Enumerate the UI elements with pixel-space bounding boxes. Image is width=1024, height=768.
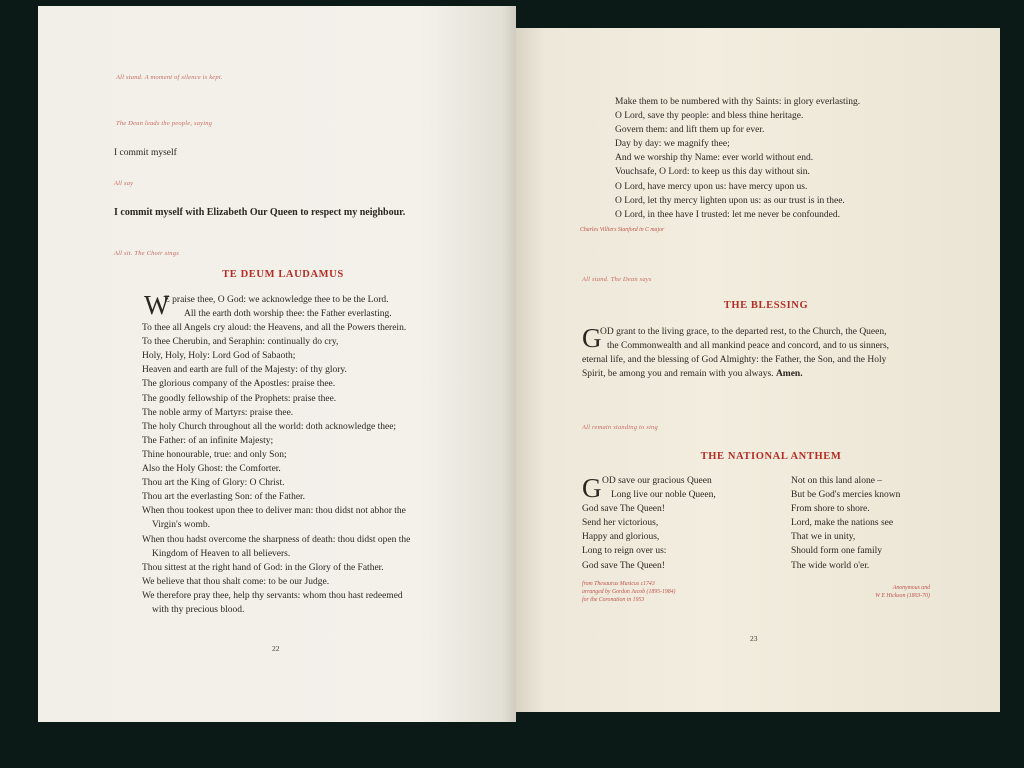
commit-full: I commit myself with Elizabeth Our Queen to respect my neighbour. bbox=[114, 207, 406, 218]
verse-line: To thee all Angels cry aloud: the Heavens, and all the Powers therein. bbox=[142, 323, 407, 334]
verse-line: Make them to be numbered with thy Saints: in glory everlasting. bbox=[615, 97, 861, 107]
verse-line: Heaven and earth are full of the Majesty: of thy glory. bbox=[142, 365, 347, 376]
verse-line: Thine honourable, true: and only Son; bbox=[142, 449, 287, 460]
verse-line: Govern them: and lift them up for ever. bbox=[615, 125, 765, 136]
verse-line: O Lord, save thy people: and bless thine heritage. bbox=[615, 111, 804, 122]
anthem-dropcap: G bbox=[582, 473, 602, 503]
anthem-line: Lord, make the nations see bbox=[791, 518, 894, 529]
verse-line: The glorious company of the Apostles: praise thee. bbox=[142, 379, 336, 390]
verse-line: O Lord, have mercy upon us: have mercy upon us. bbox=[615, 181, 808, 192]
credit-line: Anonymous and bbox=[892, 585, 930, 591]
author-credit bbox=[875, 584, 930, 600]
credit-line: W E Hickson (1803-70) bbox=[875, 593, 930, 599]
verse-line: with thy precious blood. bbox=[152, 604, 245, 615]
anthem-line: Long live our noble Queen, bbox=[611, 490, 716, 501]
credit-line: arranged by Gordon Jacob (1895-1984) bbox=[582, 589, 676, 595]
blessing-text bbox=[582, 325, 889, 381]
rubric-remain-standing: All remain standing to sing bbox=[582, 424, 658, 431]
blessing-line: OD grant to the living grace, to the departed rest, to the Church, the Queen, bbox=[600, 327, 887, 337]
verse-line: Also the Holy Ghost: the Comforter. bbox=[142, 464, 281, 475]
verse-line: The noble army of Martyrs: praise thee. bbox=[142, 407, 294, 418]
anthem-verse-1 bbox=[582, 474, 716, 573]
anthem-title: THE NATIONAL ANTHEM bbox=[700, 451, 842, 462]
anthem-line: Send her victorious, bbox=[582, 518, 659, 529]
credit-line: for the Coronation in 1953 bbox=[582, 597, 645, 603]
rubric-dean-leads: The Dean leads the people, saying bbox=[116, 120, 213, 127]
anthem-line: Long to reign over us: bbox=[582, 546, 667, 557]
verse-line: Day by day: we magnify thee; bbox=[615, 139, 730, 150]
verse-line: All the earth doth worship thee: the Father everlasting. bbox=[184, 309, 392, 319]
verse-line: Vouchsafe, O Lord: to keep us this day without sin. bbox=[615, 167, 810, 178]
verse-line: Thou art the King of Glory: O Christ. bbox=[142, 478, 285, 489]
anthem-line: From shore to shore. bbox=[791, 504, 870, 515]
verse-line: The Father: of an infinite Majesty; bbox=[142, 435, 274, 446]
verse-line: The goodly fellowship of the Prophets: praise thee. bbox=[142, 393, 337, 404]
te-deum-continued bbox=[615, 95, 860, 222]
blessing-title: THE BLESSING bbox=[723, 300, 809, 311]
blessing-dropcap: G bbox=[582, 323, 602, 353]
verse-line: Virgin's womb. bbox=[152, 520, 210, 531]
verse-line: O Lord, let thy mercy lighten upon us: as our trust is in thee. bbox=[615, 195, 845, 206]
right-page bbox=[516, 28, 1000, 712]
verse-line: And we worship thy Name: ever world without end. bbox=[615, 153, 814, 164]
anthem-line: God save The Queen! bbox=[582, 504, 665, 515]
verse-line: Thou art the everlasting Son: of the Father. bbox=[142, 492, 306, 503]
verse-line: When thou hadst overcome the sharpness of death: thou didst open the bbox=[142, 534, 411, 545]
verse-line: Thou sittest at the right hand of God: in the Glory of the Father. bbox=[142, 562, 384, 573]
left-page bbox=[38, 6, 516, 722]
rubric-all-say: All say bbox=[114, 180, 134, 187]
verse-line: The holy Church throughout all the world: doth acknowledge thee; bbox=[142, 421, 397, 432]
verse-line: Kingdom of Heaven to all believers. bbox=[152, 548, 291, 559]
anthem-line: Happy and glorious, bbox=[582, 532, 660, 543]
te-deum-first-line: E praise thee, O God: we acknowledge thee to be the Lord. bbox=[164, 295, 389, 305]
composer-credit: Charles Villiers Stanford in C major bbox=[580, 227, 665, 233]
anthem-line: God save The Queen! bbox=[582, 560, 665, 571]
anthem-line: Should form one family bbox=[791, 546, 883, 557]
blessing-line: eternal life, and the blessing of God Almighty: the Father, the Son, and the Holy bbox=[582, 355, 887, 366]
te-deum-title: TE DEUM LAUDAMUS bbox=[222, 269, 344, 280]
verse-line: Holy, Holy, Holy: Lord God of Sabaoth; bbox=[142, 351, 296, 362]
verse-line: O Lord, in thee have I trusted: let me never be confounded. bbox=[615, 209, 841, 220]
commit-short: I commit myself bbox=[114, 148, 177, 158]
anthem-line: OD save our gracious Queen bbox=[602, 476, 712, 486]
te-deum-dropcap: W bbox=[144, 290, 170, 320]
verse-line: When thou tookest upon thee to deliver man: thou didst not abhor the bbox=[142, 506, 406, 517]
anthem-line: Not on this land alone – bbox=[791, 476, 883, 486]
page-number-right: 23 bbox=[750, 634, 758, 643]
blessing-line: the Commonwealth and all mankind peace and concord, and to us sinners, bbox=[607, 341, 890, 352]
verse-line: To thee Cherubin, and Seraphin: continually do cry, bbox=[142, 337, 339, 348]
arrangement-credit bbox=[582, 580, 676, 604]
verse-line: We believe that thou shalt come: to be our Judge. bbox=[142, 576, 330, 587]
rubric-choir-sings: All sit. The Choir sings bbox=[114, 250, 179, 257]
credit-line: from Thesaurus Musicus c1743 bbox=[582, 581, 655, 587]
blessing-amen: Amen. bbox=[775, 369, 803, 380]
page-number-left: 22 bbox=[272, 644, 280, 653]
rubric-dean-says: All stand. The Dean says bbox=[582, 276, 652, 283]
rubric-silence: All stand. A moment of silence is kept. bbox=[116, 74, 223, 81]
verse-line: We therefore pray thee, help thy servants: whom thou hast redeemed bbox=[142, 590, 403, 601]
anthem-line: That we in unity, bbox=[791, 532, 856, 543]
anthem-line: The wide world o'er. bbox=[791, 560, 870, 571]
anthem-line: But be God's mercies known bbox=[791, 490, 901, 501]
blessing-last-text: Spirit, be among you and remain with you always. bbox=[582, 369, 774, 380]
blessing-last-line bbox=[582, 367, 889, 381]
te-deum-verses bbox=[142, 307, 410, 617]
anthem-verse-2 bbox=[791, 474, 900, 573]
